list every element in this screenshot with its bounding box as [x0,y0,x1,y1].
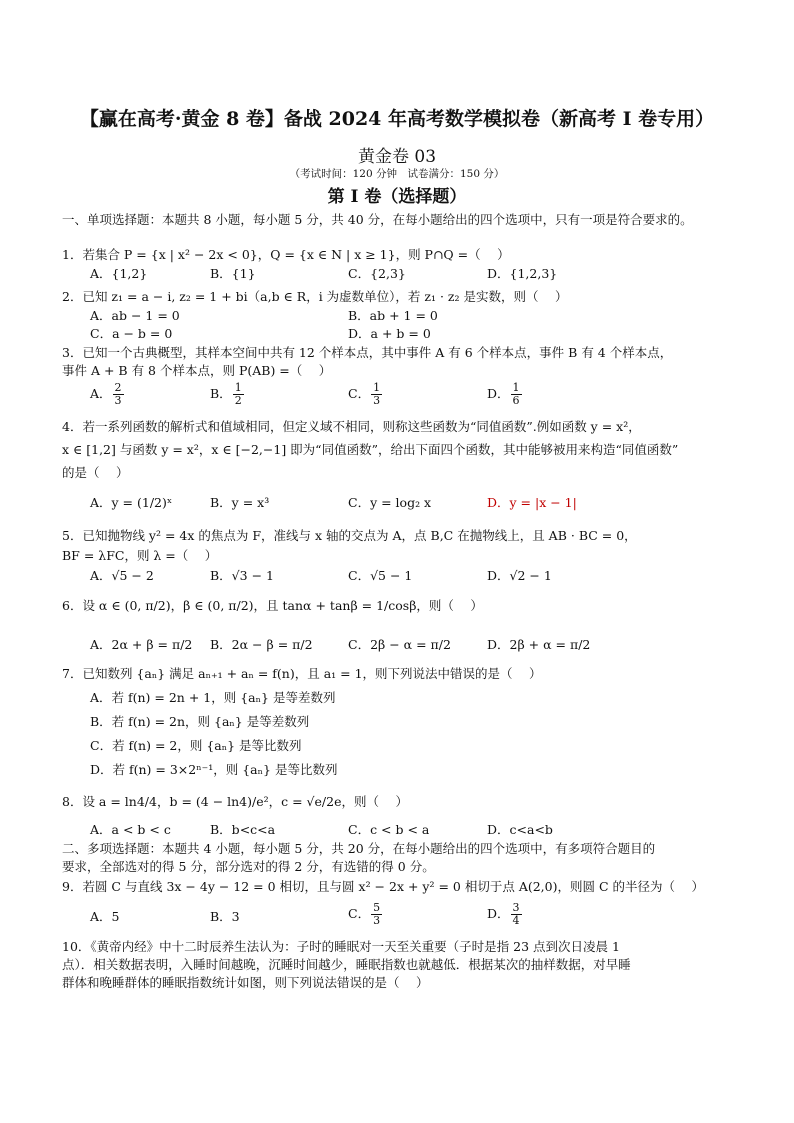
q7-stem: 7．已知数列 {aₙ} 满足 aₙ₊₁ + aₙ = f(n)，且 a₁ = 1，则下列说法中错误的是（ ） [62,666,542,681]
q1-option-d: D．{1,2,3} [487,266,558,281]
q8-option-b: B．b<c<a [210,822,276,837]
exam-info: （考试时间：120 分钟 试卷满分：150 分） [289,168,505,180]
q6-option-b: B．2α − β = π/2 [210,637,313,652]
q9-stem: 9．若圆 C 与直线 3x − 4y − 12 = 0 相切，且与圆 x² − 2x + y² = 0 相切于点 A(2,0)，则圆 C 的半径为（ ） [62,879,704,894]
q1-option-c: C．{2,3} [348,266,406,281]
q5-stem-line2: BF = λFC，则 λ =（ ） [62,548,218,563]
q2-option-d: D．a + b = 0 [348,326,431,341]
q10-stem-line2: 点）．相关数据表明，入睡时间越晚，沉睡时间越少，睡眠指数也就越低．根据某次的抽样数据，对早睡 [62,957,631,972]
q9-option-b: B．3 [210,909,240,924]
q4-option-b: B．y = x³ [210,495,270,510]
section2-heading-line1: 二、多项选择题：本题共 4 小题，每小题 5 分，共 20 分，在每小题给出的四个选项中，有多项符合题目的 [62,841,656,856]
q1-option-b: B．{1} [210,266,256,281]
q3-option-b: B． $\frac{1}{2}$ [210,381,242,407]
exam-subtitle: 黄金卷 03 [357,147,437,167]
q8-option-c: C．c < b < a [348,822,430,837]
q4-stem-line1: 4．若一系列函数的解析式和值域相同，但定义域不相同，则称这些函数为“同值函数”.例如函数 y = x²， [62,419,641,434]
exam-title: 【赢在高考·黄金 8 卷】备战 2024 年高考数学模拟卷（新高考 I 卷专用） [79,108,715,130]
q8-option-d: D．c<a<b [487,822,553,837]
q2-stem: 2．已知 z₁ = a − i, z₂ = 1 + bi（a,b ∈ R，i 为虚数单位），若 z₁ · z₂ 是实数，则（ ） [62,289,568,304]
q4-option-a: A．y = (1/2)ˣ [90,495,173,510]
q4-option-c: C．y = log₂ x [348,495,432,510]
section1-heading: 一、单项选择题：本题共 8 小题，每小题 5 分，共 40 分，在每小题给出的四个选项中，只有一项是符合要求的。 [62,212,693,227]
q9-option-d: D． $\frac{3}{4}$ [487,901,520,927]
q4-stem-line2: x ∈ [1,2] 与函数 y = x²，x ∈ [−2,−1] 即为“同值函数”，给出下面四个函数，其中能够被用来构造“同值函数” [62,442,679,457]
q5-option-d: D．√2 − 1 [487,568,552,583]
q6-option-a: A．2α + β = π/2 [90,637,193,652]
q3-option-d: D． $\frac{1}{6}$ [487,381,520,407]
section2-heading-line2: 要求，全部选对的得 5 分，部分选对的得 2 分，有选错的得 0 分。 [62,859,435,874]
q5-option-b: B．√3 − 1 [210,568,274,583]
q3-option-c: C． $\frac{1}{3}$ [348,381,381,407]
q7-option-a: A．若 f(n) = 2n + 1，则 {aₙ} 是等差数列 [90,690,336,705]
q3-stem-line1: 3．已知一个古典概型，其样本空间中共有 12 个样本点，其中事件 A 有 6 个样本点，事件 B 有 4 个样本点， [62,345,673,360]
q7-option-d: D．若 f(n) = 3×2ⁿ⁻¹，则 {aₙ} 是等比数列 [90,762,338,777]
q4-option-d: D．y = |x − 1| [487,495,577,510]
q6-stem: 6．设 α ∈ (0, π/2)，β ∈ (0, π/2)，且 tanα + tanβ = 1/cosβ，则（ ） [62,598,483,613]
q5-option-c: C．√5 − 1 [348,568,413,583]
q8-stem: 8．设 a = ln4/4，b = (4 − ln4)/e²，c = √e/2e，则（ ） [62,794,408,809]
q1-option-a: A．{1,2} [90,266,148,281]
q7-option-b: B．若 f(n) = 2n，则 {aₙ} 是等差数列 [90,714,310,729]
q4-stem-line3: 的是（ ） [62,465,129,480]
q7-option-c: C．若 f(n) = 2，则 {aₙ} 是等比数列 [90,738,302,753]
q6-option-d: D．2β + α = π/2 [487,637,591,652]
q2-option-b: B．ab + 1 = 0 [348,308,438,323]
q8-option-a: A．a < b < c [90,822,171,837]
q6-option-c: C．2β − α = π/2 [348,637,451,652]
part-heading: 第 I 卷（选择题） [327,187,467,207]
q1-stem: 1．若集合 P = {x | x² − 2x < 0}，Q = {x ∈ N | x ≥ 1}，则 P∩Q =（ ） [62,247,510,262]
q10-stem-line3: 群体和晚睡群体的睡眠指数统计如图，则下列说法错误的是（ ） [62,975,429,990]
q9-option-a: A．5 [90,909,120,924]
q10-stem-line1: 10．《黄帝内经》中十二时辰养生法认为：子时的睡眠对一天至关重要（子时是指 23 点到次日凌晨 1 [62,939,620,954]
q3-option-a: A． $\frac{2}{3}$ [90,381,122,407]
q2-option-a: A．ab − 1 = 0 [90,308,180,323]
q5-stem-line1: 5．已知抛物线 y² = 4x 的焦点为 F，准线与 x 轴的交点为 A，点 B,C 在抛物线上，且 AB · BC = 0， [62,528,637,543]
q5-option-a: A．√5 − 2 [90,568,154,583]
q2-option-c: C．a − b = 0 [90,326,173,341]
q3-stem-line2: 事件 A + B 有 8 个样本点，则 P(AB) =（ ） [62,363,332,378]
q9-option-c: C． $\frac{5}{3}$ [348,901,381,927]
